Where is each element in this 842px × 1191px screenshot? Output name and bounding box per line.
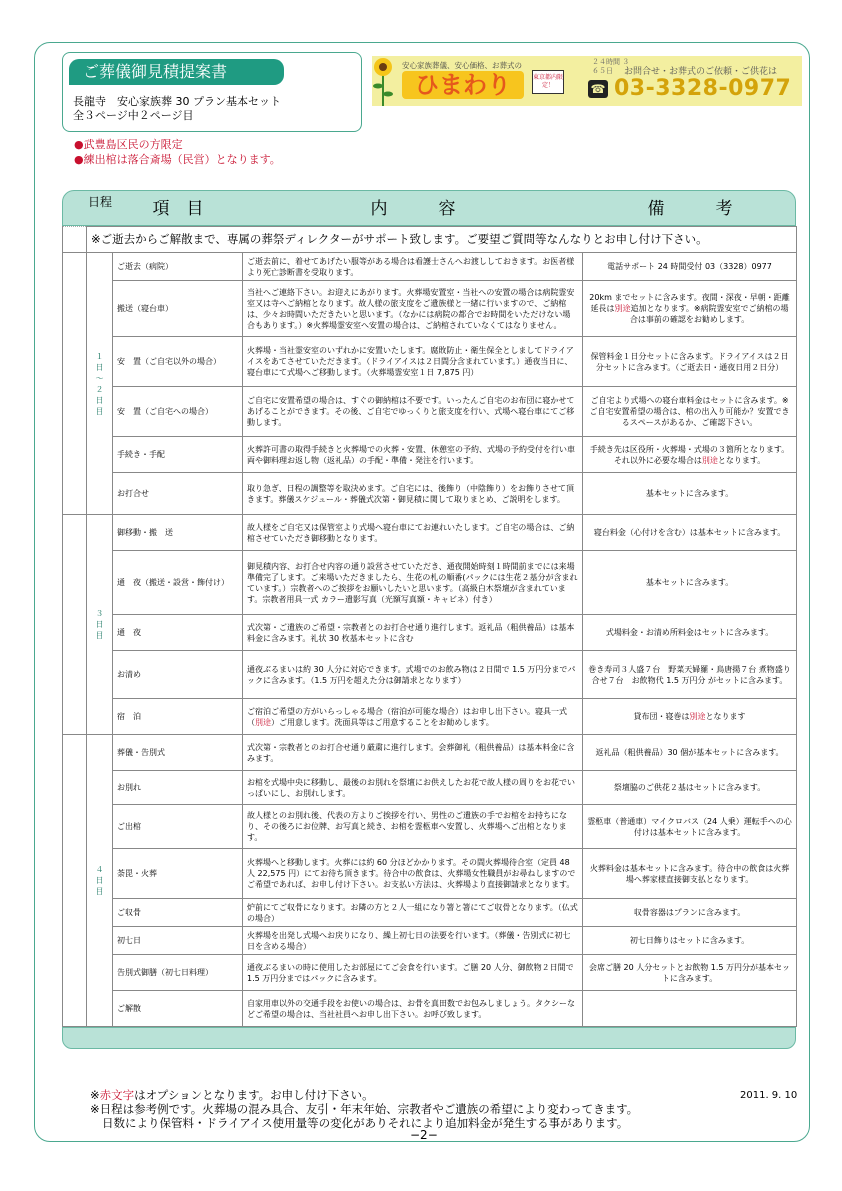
subtitle-line-2: 全３ページ中２ページ目 (73, 109, 194, 122)
table-row (63, 551, 797, 615)
row-note: 収骨容器はプランに含みます。 (583, 899, 797, 927)
table-row (63, 515, 797, 551)
row-item: お別れ (113, 771, 243, 805)
row-item: 安 置（ご自宅以外の場合） (113, 337, 243, 387)
row-content: ご自宅に安置希望の場合は、すぐの御納棺は不要です。いったんご自宅のお布団に寝かせてあげることができます。その後、ご自宅でゆっくりと旅支度を行い、式場へ寝台車にてご移動します。 (243, 387, 583, 437)
sunflower-icon (372, 56, 394, 106)
logo-stamp: 東京都内限定！ (532, 70, 564, 94)
row-content: 故人様とのお別れ後、代表の方よりご挨拶を行い、男性のご遺族の手でお棺をお持ちになり、その後ろにお位牌、お写真と続き、お棺を霊柩車へ安置し、火葬場へご出棺となります。 (243, 805, 583, 849)
row-content: 式次第・ご遺族のご希望・宗教者とのお打合せ通り進行します。返礼品（粗供養品）は基本料金に含みます。礼状 30 枚基本セットに含む (243, 615, 583, 651)
bottom-notes (90, 1088, 638, 1130)
top-notes (74, 137, 281, 167)
row-note: 保管料金１日分セットに含みます。ドライアイスは２日分セットに含みます。（ご逝去日・通夜日用２日分） (583, 337, 797, 387)
logo-name: ひまわり (402, 71, 524, 99)
table-row (63, 805, 797, 849)
row-content: 通夜ぶるまいの時に使用したお部屋にてご会食を行います。ご膳 20 人分、御飲物２日間で 1.5 万円分まではパックに含みます。 (243, 955, 583, 991)
row-content: 式次第・宗教者とのお打合せ通り厳粛に進行します。会葬御礼（粗供養品）は基本料金に含みます。 (243, 735, 583, 771)
row-note: ご自宅より式場への寝台車料金はセットに含みます。※ご自宅安置希望の場合は、棺の出入り可能か？安置できるスペースがあるか、ご確認下さい。 (583, 387, 797, 437)
row-item: 宿 泊 (113, 699, 243, 735)
table-row (63, 473, 797, 515)
phone-icon: ☎ (588, 80, 608, 98)
row-note: 電話サポート 24 時間受付 03（3328）0977 (583, 253, 797, 281)
row-content: 火葬場へと移動します。火葬には約 60 分ほどかかります。その間火葬場待合室（定員 48 人 22,575 円）にてお待ち頂きます。待合中の飲食は、火葬場女性職員がお尋ねしますのでご希望であれば、お申し付け下さい。お支払い方法は、火葬場より直接御請求となります。 (243, 849, 583, 899)
option-highlight: 別途 (255, 717, 271, 727)
day-label: ３ 日 目 (87, 515, 113, 735)
row-item: ご逝去（病院） (113, 253, 243, 281)
top-note-1: ●武豊島区民の方限定 (74, 138, 183, 151)
table-row (63, 651, 797, 699)
day-label: １ 日 〜 ２ 日 目 (87, 253, 113, 515)
row-item: 手続き・手配 (113, 437, 243, 473)
intro-row (63, 227, 797, 253)
row-content: 火葬場・当社霊安室のいずれかに安置いたします。腐敗防止・衛生保全としましてドライアイスをあてさせていただきます。（ドライアイスは２日間分含まれています。）通夜当日に、寝台車にて式場へご移動します。（火葬場霊安室１日 7,875 円） (243, 337, 583, 387)
row-note: 会席ご膳 20 人分セットとお飲物 1.5 万円分が基本セットに含みます。 (583, 955, 797, 991)
row-item: ご収骨 (113, 899, 243, 927)
table-row (63, 387, 797, 437)
header-item: 項 目 (152, 199, 204, 219)
row-content: 火葬場を出発し式場へお戻りになり、繰上初七日の法要を行います。（葬儀・告別式に初七日を含める場合） (243, 927, 583, 955)
footer-note-1: ※赤文字はオプションとなります。お申し付け下さい。 (90, 1088, 374, 1102)
table-row (63, 337, 797, 387)
row-content: 火葬許可書の取得手続きと火葬場での火葬・安置、休憩室の予約、式場の予約受付を行い車両や御料理お返し物（返礼品）の手配・準備・発注を行います。 (243, 437, 583, 473)
logo-tagline: 安心家族葬儀、安心価格、お葬式の (402, 61, 522, 70)
table-row (63, 281, 797, 337)
row-note: 貸布団・寝巻は別途となります (583, 699, 797, 735)
row-content: ご宿泊ご希望の方がいらっしゃる場合（宿泊が可能な場合）はお申し出下さい。寝具一式（別途）ご用意します。洗面具等はご用意することをお勧めします。 (243, 699, 583, 735)
header-day: 日程 (87, 195, 112, 209)
row-note: 巻き寿司３人盛７台 野菜天婦羅・鳥唐揚７台 煮物盛り合せ７台 お飲物代 1.5 万円分 がセットに含みます。 (583, 651, 797, 699)
table-row (63, 955, 797, 991)
document-subtitle (73, 95, 281, 123)
row-item: 通 夜（搬送・設営・飾付け） (113, 551, 243, 615)
table-row (63, 437, 797, 473)
option-highlight: 別途 (701, 455, 718, 465)
option-highlight: 別途 (689, 712, 706, 721)
row-note: 初七日飾りはセットに含みます。 (583, 927, 797, 955)
estimate-table (62, 190, 796, 1049)
footer-note-2: ※日程は参考例です。火葬場の混み具合、友引・年末年始、宗教者やご遺族の希望により変わってきます。 (90, 1102, 639, 1116)
row-note: 式場料金・お清め所料金はセットに含みます。 (583, 615, 797, 651)
row-note: 火葬料金は基本セットに含みます。待合中の飲食は火葬場へ葬家様直接御支払となります。 (583, 849, 797, 899)
top-note-2: ●練出棺は落合斎場（民営）となります。 (74, 153, 281, 166)
table-row (63, 253, 797, 281)
row-content: 御見積内容、お打合せ内容の通り設営させていただき、通夜開始時刻１時間前までには来場準備完了します。ご来場いただきましたら、生花の札の順番(パックには生花２基分が含まれています。）宗教者へのご挨拶をお願いしたいと思います。（高級白木祭壇が含まれています。宗教者用具一式 カラー遺影写真（光額写真額・キャビネ）付き） (243, 551, 583, 615)
row-item: 荼毘・火葬 (113, 849, 243, 899)
row-note: 基本セットに含みます。 (583, 473, 797, 515)
row-item: ご解散 (113, 991, 243, 1027)
row-item: 初七日 (113, 927, 243, 955)
table-row (63, 899, 797, 927)
row-item: 葬儀・告別式 (113, 735, 243, 771)
table-row (63, 927, 797, 955)
header-content: 内 容 (370, 199, 456, 219)
page-number: −2− (410, 1128, 438, 1142)
row-note: 寝台料金（心付けを含む）は基本セットに含みます。 (583, 515, 797, 551)
day-label: ４ 日 目 (87, 735, 113, 1027)
subtitle-line-1: 長龍寺 安心家族葬 30 プラン基本セット (73, 95, 281, 108)
row-item: ご出棺 (113, 805, 243, 849)
row-item: お打合せ (113, 473, 243, 515)
row-content: 取り急ぎ、日程の調整等を取決めます。ご自宅には、後飾り（中陰飾り）をお飾りさせて頂きます。葬儀スケジュール・葬儀式次第・御見積に関して取りまとめ、ご説明をします。 (243, 473, 583, 515)
table-row (63, 615, 797, 651)
table-footer-bar (62, 1027, 796, 1049)
row-item: 安 置（ご自宅への場合） (113, 387, 243, 437)
title-box (62, 52, 362, 132)
table-header (62, 190, 796, 226)
row-item: 御移動・搬 送 (113, 515, 243, 551)
row-content: 自家用車以外の交通手段をお使いの場合は、お骨を真田数でお包みしましょう。タクシーなどご希望の場合は、当社社員へお申し出下さい。お呼び致します。 (243, 991, 583, 1027)
table-row (63, 771, 797, 805)
row-content: 通夜ぶるまいは約 30 人分に対応できます。式場でのお飲み物は２日間で 1.5 万円分までパックに含みます。（1.5 万円を超えた分は御請求となります） (243, 651, 583, 699)
row-item: お清め (113, 651, 243, 699)
row-note: 基本セットに含みます。 (583, 551, 797, 615)
row-item: 搬送（寝台車） (113, 281, 243, 337)
row-note (583, 991, 797, 1027)
document-date: 2011. 9. 10 (740, 1090, 798, 1101)
option-highlight: 別途 (614, 304, 631, 313)
row-item: 告別式御膳（初七日料理） (113, 955, 243, 991)
row-note: 返礼品（粗供養品）30 個が基本セットに含みます。 (583, 735, 797, 771)
document-title: ご葬儀御見積提案書 (69, 59, 284, 85)
intro-text: ※ご逝去からご解散まで、専属の葬祭ディレクターがサポート致します。ご要望ご質問等なんなりとお申し付け下さい。 (87, 227, 797, 253)
row-note: 20km までセットに含みます。夜間・深夜・早朝・距離延長は別途追加となります。※病院霊安室でご納棺の場合は事前の確認をお勧めします。 (583, 281, 797, 337)
row-content: 故人様をご自宅又は保管室より式場へ寝台車にてお連れいたします。ご自宅の場合は、ご納棺させていただき御移動となります。 (243, 515, 583, 551)
row-content: ご逝去前に、着せてあげたい服等がある場合は看護士さんへお渡ししておきます。お医者様より死亡診断書を受取ります。 (243, 253, 583, 281)
phone-number[interactable]: 03-3328-0977 (614, 76, 792, 101)
table-row (63, 849, 797, 899)
table-row (63, 699, 797, 735)
row-content: 当社へご連絡下さい。お迎えにあがります。火葬場安置室・当社への安置の場合は病院霊安室又は寺へご納棺となります。故人様の旅支度をご遺族様と一緒に行いますので、ご納棺は、少々お時間いただきたいと思います。（なかには病院の都合でお時間をいただけない場合もあります。）※火葬場霊安室へ安置の場合は、ご納棺されていなくてはなりません。 (243, 281, 583, 337)
estimate-table-body (62, 226, 797, 1027)
red-text-highlight: 赤文字 (99, 1088, 135, 1102)
row-note: 霊柩車（普通車）マイクロバス（24 人乗）運転手への心付けは基本セットに含みます。 (583, 805, 797, 849)
table-row (63, 735, 797, 771)
row-content: 炉前にてご収骨になります。お隣の方と２人一組になり箸と箸にてご収骨となります。（仏式の場合） (243, 899, 583, 927)
header-note: 備 考 (647, 199, 733, 219)
row-note: 祭壇脇のご供花２基はセットに含みます。 (583, 771, 797, 805)
row-item: 通 夜 (113, 615, 243, 651)
row-content: お棺を式場中央に移動し、最後のお別れを祭壇にお供えしたお花で故人様の周りをお花でいっぱいにし、お別れします。 (243, 771, 583, 805)
footer-note-3: 日数により保管料・ドライアイス使用量等の変化がありそれにより追加料金が発生する事があります。 (102, 1116, 629, 1130)
table-row (63, 991, 797, 1027)
row-note: 手続き先は区役所・火葬場・式場の３箇所となります。それ以外に必要な場合は別途となります。 (583, 437, 797, 473)
logo-hours: ２４時間 ３６５日 (592, 58, 630, 75)
logo-contact-label: お問合せ・お葬式のご依頼・ご供花は (624, 67, 778, 77)
